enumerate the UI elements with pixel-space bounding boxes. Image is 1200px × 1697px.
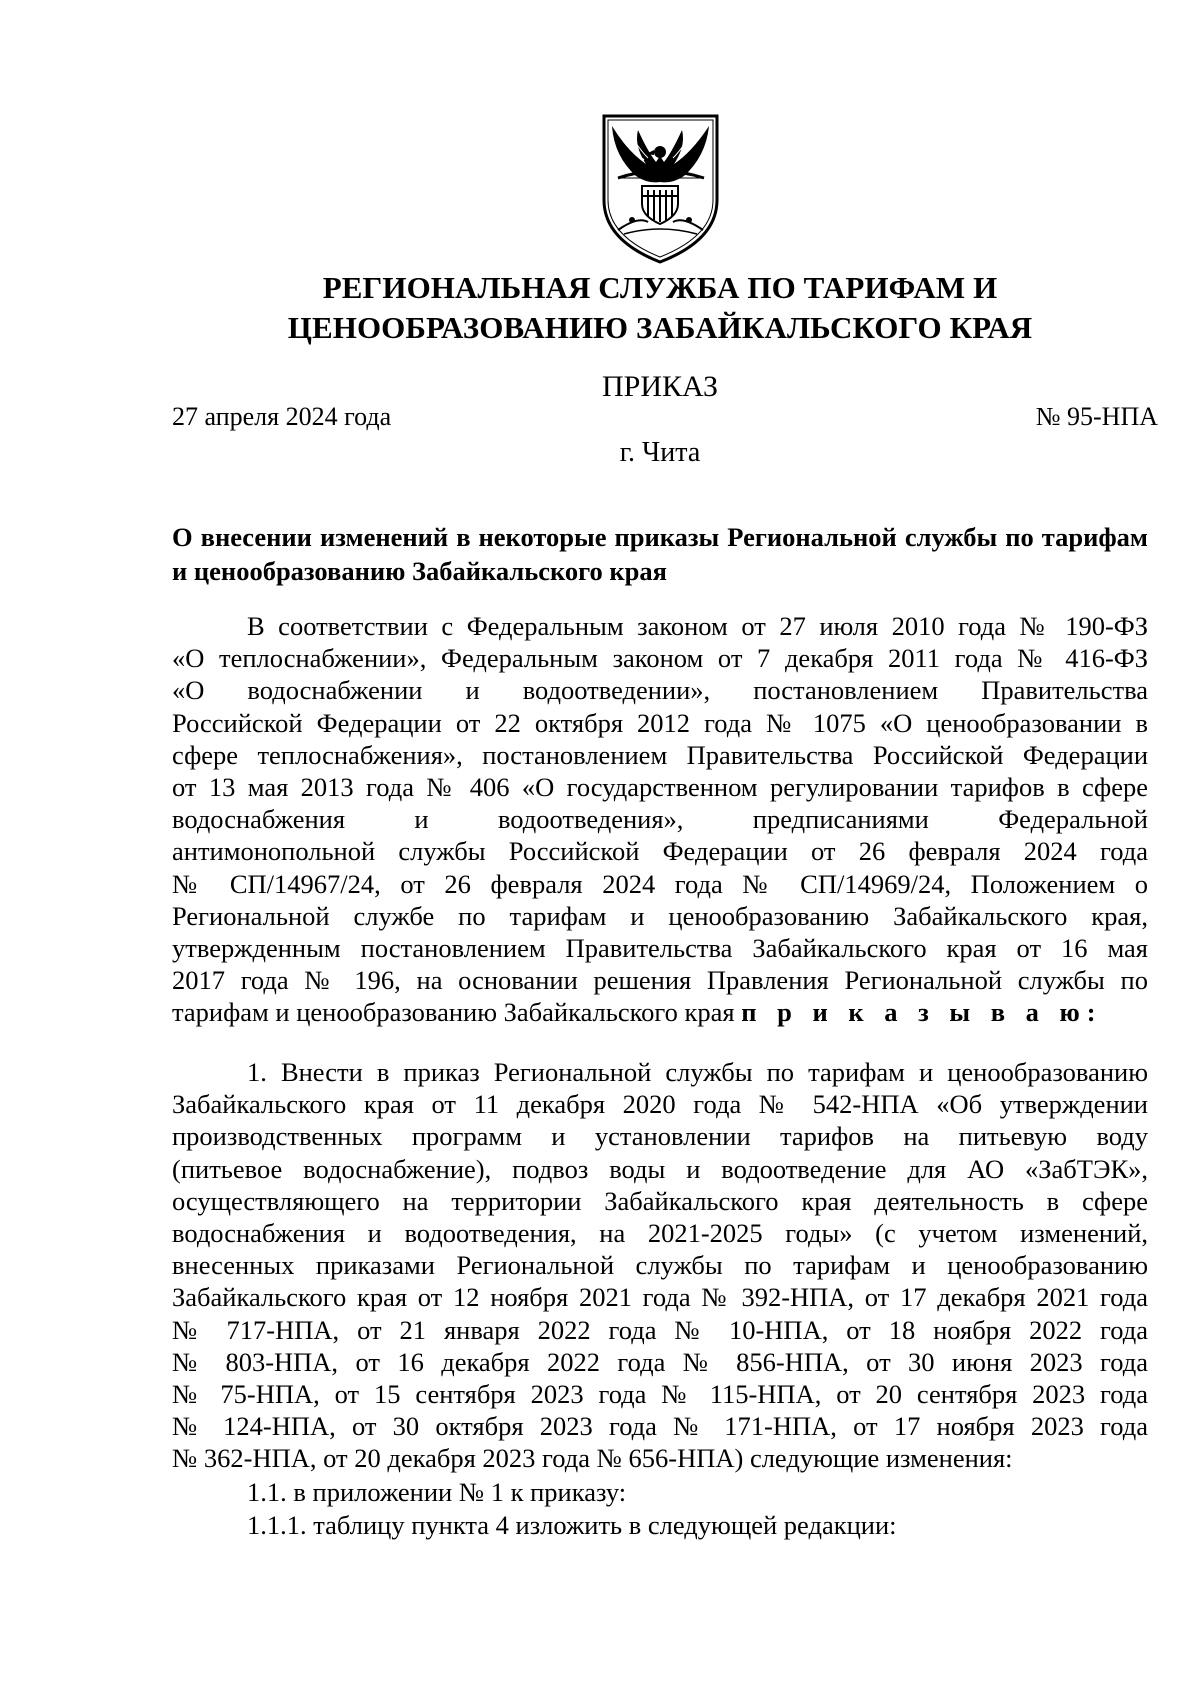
paragraph-line: № 124-НПА, от 30 октября 2023 года № 171-НПА, от 17 ноября 2023 года xyxy=(172,1411,1148,1442)
paragraph-line: 1. Внести в приказ Региональной службы по тарифам и ценообразованию xyxy=(247,1057,1148,1087)
paragraph-line: водоснабжения и водоотведения», предписаниями Федеральной xyxy=(172,804,1148,835)
item-1-1-1: 1.1.1. таблицу пункта 4 изложить в следующей редакции: xyxy=(247,1510,897,1540)
paragraph-line: сфере теплоснабжения», постановлением Правительства Российской Федерации xyxy=(172,739,1148,770)
document-type: ПРИКАЗ xyxy=(602,370,718,403)
coat-of-arms-emblem xyxy=(598,112,723,264)
organization-title-line-1: РЕГИОНАЛЬНАЯ СЛУЖБА ПО ТАРИФАМ И xyxy=(322,270,998,305)
order-word: п р и к а з ы в а ю: xyxy=(741,997,1103,1028)
paragraph-line: № 803-НПА, от 16 декабря 2022 года № 856-НПА, от 30 июня 2023 года xyxy=(172,1346,1148,1377)
paragraph-line: В соответствии с Федеральным законом от 27 июля 2010 года № 190-ФЗ xyxy=(247,611,1148,641)
paragraph-line: «О теплоснабжении», Федеральным законом от 7 декабря 2011 года № 416-ФЗ xyxy=(172,643,1148,674)
paragraph-line: антимонопольной службы Российской Федерации от 26 февраля 2024 года xyxy=(172,836,1148,867)
paragraph-line: 2017 года № 196, на основании решения Правления Региональной службы по xyxy=(172,965,1148,996)
document-date: 27 апреля 2024 года xyxy=(172,402,392,431)
paragraph-line: (питьевое водоснабжение), подвоз воды и водоотведение для АО «ЗабТЭК», xyxy=(172,1153,1148,1184)
paragraph-line: № 362-НПА, от 20 декабря 2023 года № 656-НПА) следующие изменения: xyxy=(172,1443,1013,1474)
document-subject: О внесении изменений в некоторые приказы Региональной службы по тарифам и ценообразованию Забайкальского края xyxy=(172,522,1148,586)
document-number: № 95-НПА xyxy=(1035,402,1158,431)
item-1-paragraph xyxy=(172,1056,1148,1475)
paragraph-line: Российской Федерации от 22 октября 2012 года № 1075 «О ценообразовании в xyxy=(172,707,1148,738)
paragraph-line: № 75-НПА, от 15 сентября 2023 года № 115-НПА, от 20 сентября 2023 года xyxy=(172,1379,1148,1410)
document-city: г. Чита xyxy=(619,437,701,468)
paragraph-line: Забайкальского края от 11 декабря 2020 года № 542-НПА «Об утверждении xyxy=(172,1089,1148,1120)
paragraph-line: от 13 мая 2013 года № 406 «О государственном регулировании тарифов в сфере xyxy=(172,772,1148,803)
paragraph-line: № 717-НПА, от 21 января 2022 года № 10-НПА, от 18 ноября 2022 года xyxy=(172,1314,1148,1345)
preamble-last-text: тарифам и ценообразованию Забайкальского края xyxy=(172,997,735,1028)
paragraph-line: Забайкальского края от 12 ноября 2021 года № 392-НПА, от 17 декабря 2021 года xyxy=(172,1282,1148,1313)
paragraph-line: водоснабжения и водоотведения, на 2021-2025 годы» (с учетом изменений, xyxy=(172,1218,1148,1249)
paragraph-line: осуществляющего на территории Забайкальского края деятельность в сфере xyxy=(172,1185,1148,1216)
item-1-1: 1.1. в приложении № 1 к приказу: xyxy=(247,1477,627,1507)
paragraph-line: производственных программ и установлении тарифов на питьевую воду xyxy=(172,1121,1148,1152)
paragraph-line: «О водоснабжении и водоотведении», постановлением Правительства xyxy=(172,675,1148,706)
paragraph-line: № СП/14967/24, от 26 февраля 2024 года № СП/14969/24, Положением о xyxy=(172,868,1148,899)
paragraph-line: утвержденным постановлением Правительства Забайкальского края от 16 мая xyxy=(172,933,1148,964)
paragraph-line xyxy=(172,996,1148,1028)
preamble-paragraph xyxy=(172,610,1148,1029)
paragraph-line: внесенных приказами Региональной службы по тарифам и ценообразованию xyxy=(172,1250,1148,1281)
organization-title-line-2: ЦЕНООБРАЗОВАНИЮ ЗАБАЙКАЛЬСКОГО КРАЯ xyxy=(287,310,1033,345)
paragraph-line: Региональной службе по тарифам и ценообразованию Забайкальского края, xyxy=(172,900,1148,931)
